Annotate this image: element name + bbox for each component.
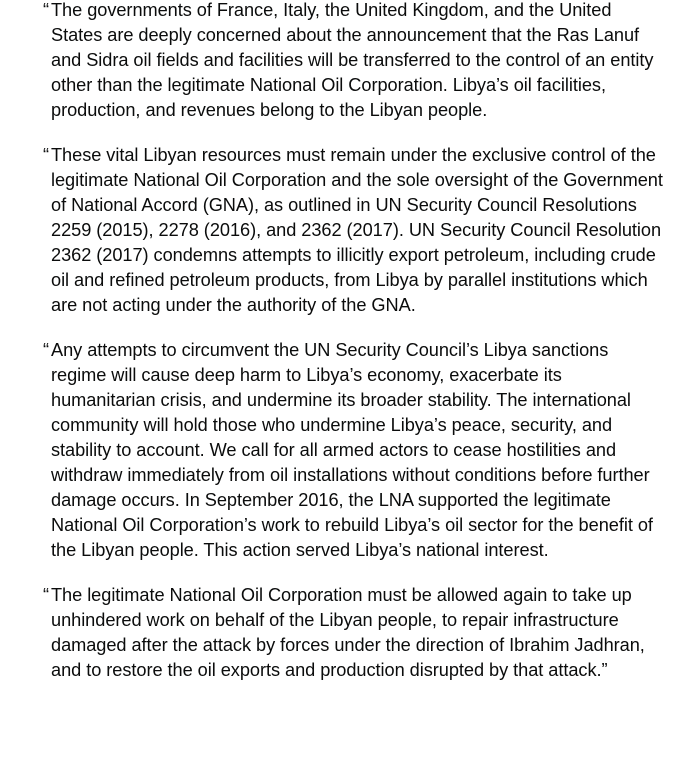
opening-quote-mark: “ [43, 145, 50, 165]
quote-paragraph-1 [43, 0, 663, 123]
paragraph-text: The legitimate National Oil Corporation must be allowed again to take up unhindered work on behalf of the Libyan people, to repair infrastructure damaged after the attack by forces under the direction of Ibrahim Jadhran, and to restore the oil exports and production disrupted by that attack.” [51, 585, 645, 680]
opening-quote-mark: “ [43, 0, 50, 20]
statement-body [43, 0, 663, 703]
paragraph-text: These vital Libyan resources must remain under the exclusive control of the legitimate National Oil Corporation and the sole oversight of the Government of National Accord (GNA), as outlined in UN Security Council Resolutions 2259 (2015), 2278 (2016), and 2362 (2017). UN Security Council Resolution 2362 (2017) condemns attempts to illicitly export petroleum, including crude oil and refined petroleum products, from Libya by parallel institutions which are not acting under the authority of the GNA. [51, 145, 663, 315]
paragraph-text: Any attempts to circumvent the UN Security Council’s Libya sanctions regime will cause deep harm to Libya’s economy, exacerbate its humanitarian crisis, and undermine its broader stability. The international community will hold those who undermine Libya’s peace, security, and stability to account. We call for all armed actors to cease hostilities and withdraw immediately from oil installations without conditions before further damage occurs. In September 2016, the LNA supported the legitimate National Oil Corporation’s work to rebuild Libya’s oil sector for the benefit of the Libyan people. This action served Libya’s national interest. [51, 340, 653, 560]
opening-quote-mark: “ [43, 340, 50, 360]
quote-paragraph-2 [43, 143, 663, 318]
quote-paragraph-4 [43, 583, 663, 683]
paragraph-text: The governments of France, Italy, the United Kingdom, and the United States are deeply concerned about the announcement that the Ras Lanuf and Sidra oil fields and facilities will be transferred to the control of an entity other than the legitimate National Oil Corporation. Libya’s oil facilities, production, and revenues belong to the Libyan people. [51, 0, 654, 120]
quote-paragraph-3 [43, 338, 663, 563]
opening-quote-mark: “ [43, 585, 50, 605]
